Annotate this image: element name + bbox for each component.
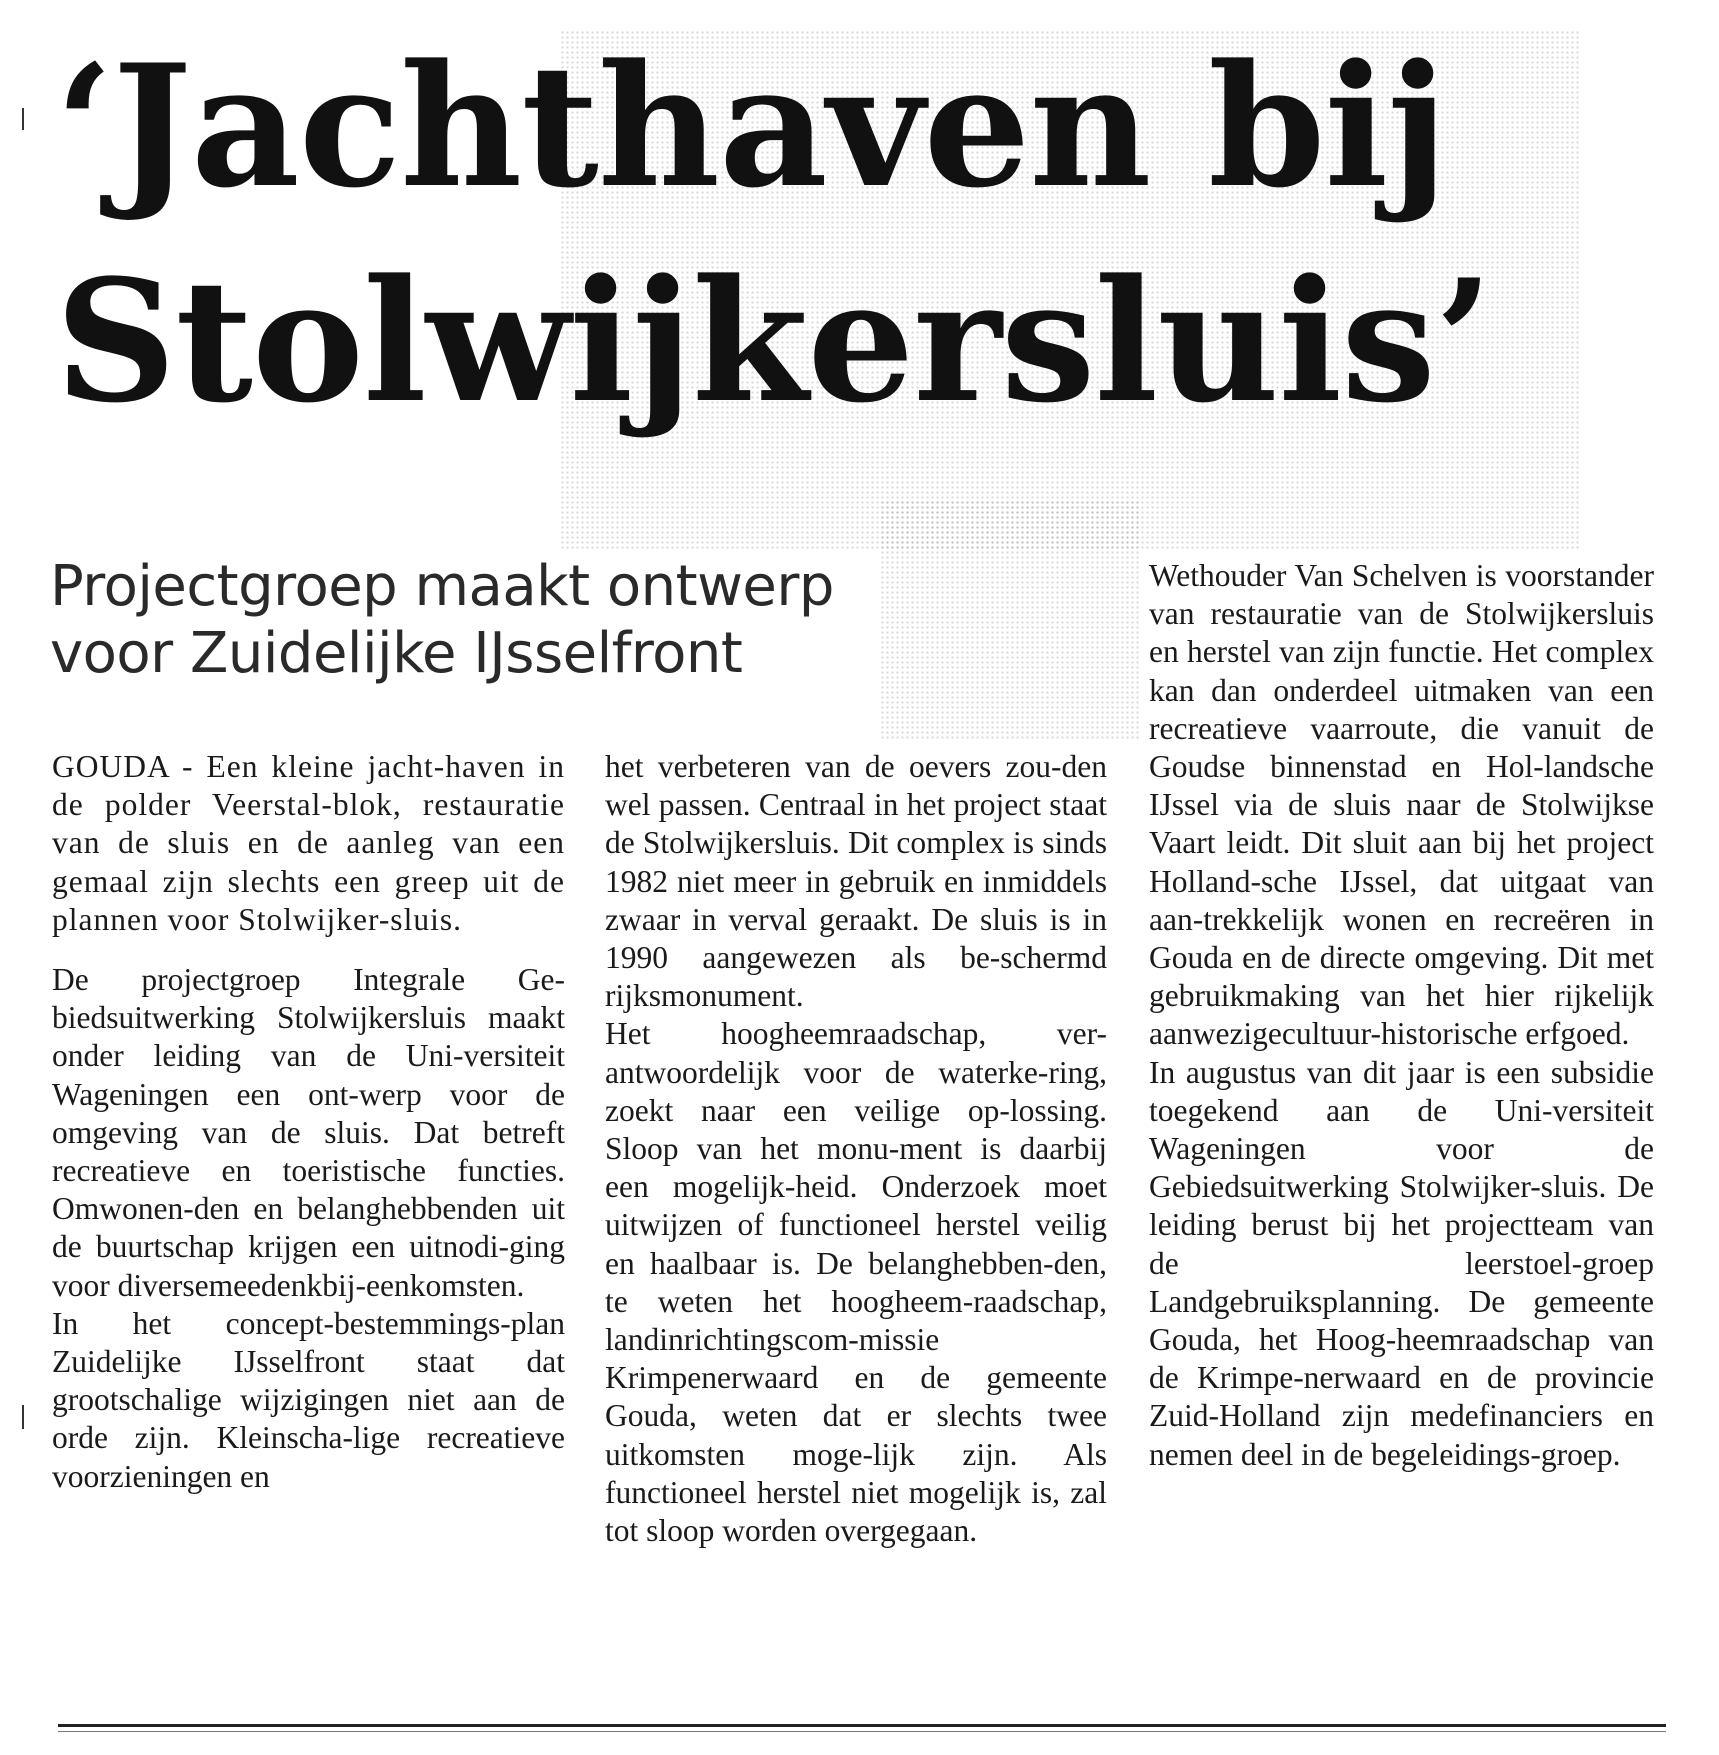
headline-line: Stolwijkersluis’ (55, 242, 1493, 440)
subheadline (50, 553, 1090, 687)
article-paragraph: In augustus van dit jaar is een subsidie toegekend aan de Uni-versiteit Wageningen voor de Gebiedsuitwerking Stolwijker-sluis. De leiding berust bij het projectteam van de leerstoel-groep Landgebruiksplanning. De gemeente Gouda, het Hoog-heemraadschap van de Krimpe-nerwaard en de provincie Zuid-Holland zijn medefinanciers en nemen deel in de begeleidings-groep. (1149, 1054, 1654, 1472)
headline-line: ‘Jachthaven bij (55, 27, 1448, 225)
bottom-rule (58, 1724, 1666, 1727)
article-column-1 (52, 748, 565, 1496)
subheadline-line: voor Zuidelijke IJsselfront (50, 621, 743, 687)
headline (55, 27, 1615, 440)
margin-mark (22, 108, 24, 130)
article-paragraph: In het concept-bestemmings-plan Zuidelijke IJsselfront staat dat grootschalige wijzigingen niet aan de orde zijn. Kleinscha-lige recreatieve voorzieningen en (52, 1305, 565, 1494)
article-paragraph: De projectgroep Integrale Ge-biedsuitwerking Stolwijkersluis maakt onder leiding van de Uni-versiteit Wageningen een ont-werp voor de omgeving van de sluis. Dat betreft recreatieve en toeristische functies. Omwonen-den en belanghebbenden uit de buurtschap krijgen een uitnodi-ging voor diversemeedenkbij-eenkomsten. (52, 962, 565, 1303)
article-paragraph: Wethouder Van Schelven is voorstander van restauratie van de Stolwijkersluis en herstel van zijn functie. Het complex kan dan onderdeel uitmaken van een recreatieve vaarroute, die vanuit de Goudse binnenstad en Hol-landsche IJssel via de sluis naar de Stolwijkse Vaart leidt. Dit sluit aan bij het project Holland-sche IJssel, dat uitgaat van aan-trekkelijk wonen en recreëren in Gouda en de directe omgeving. Dit met gebruikmaking van het hier rijkelijk aanwezigecultuur-historische erfgoed. (1149, 558, 1654, 1052)
article-paragraph: GOUDA - Een kleine jacht-haven in de polder Veerstal-blok, restauratie van de sluis en de aanleg van een gemaal zijn slechts een greep uit de plannen voor Stolwijker-sluis. (52, 749, 565, 937)
article-column-3 (1149, 557, 1654, 1474)
article-paragraph: Het hoogheemraadschap, ver-antwoordelijk voor de waterke-ring, zoekt naar een veilige op-lossing. Sloop van het monu-ment is daarbij een mogelijk-heid. Onderzoek moet uitwijzen of functioneel herstel veilig en haalbaar is. De belanghebben-den, te weten het hoogheem-raadschap, landinrichtingscom-missie Krimpenerwaard en de gemeente Gouda, weten dat er slechts twee uitkomsten moge-lijk zijn. Als functioneel herstel niet mogelijk is, zal tot sloop worden overgegaan. (605, 1016, 1107, 1549)
margin-mark (22, 1405, 24, 1429)
article-paragraph: het verbeteren van de oevers zou-den wel passen. Centraal in het project staat de Stolwijkersluis. Dit complex is sinds 1982 niet meer in gebruik en inmiddels zwaar in verval geraakt. De sluis is in 1990 aangewezen als be-schermd rijksmonument. (605, 749, 1107, 1014)
article-column-2 (605, 748, 1107, 1550)
bottom-rule (58, 1731, 1666, 1732)
subheadline-line: Projectgroep maakt ontwerp (50, 554, 834, 619)
